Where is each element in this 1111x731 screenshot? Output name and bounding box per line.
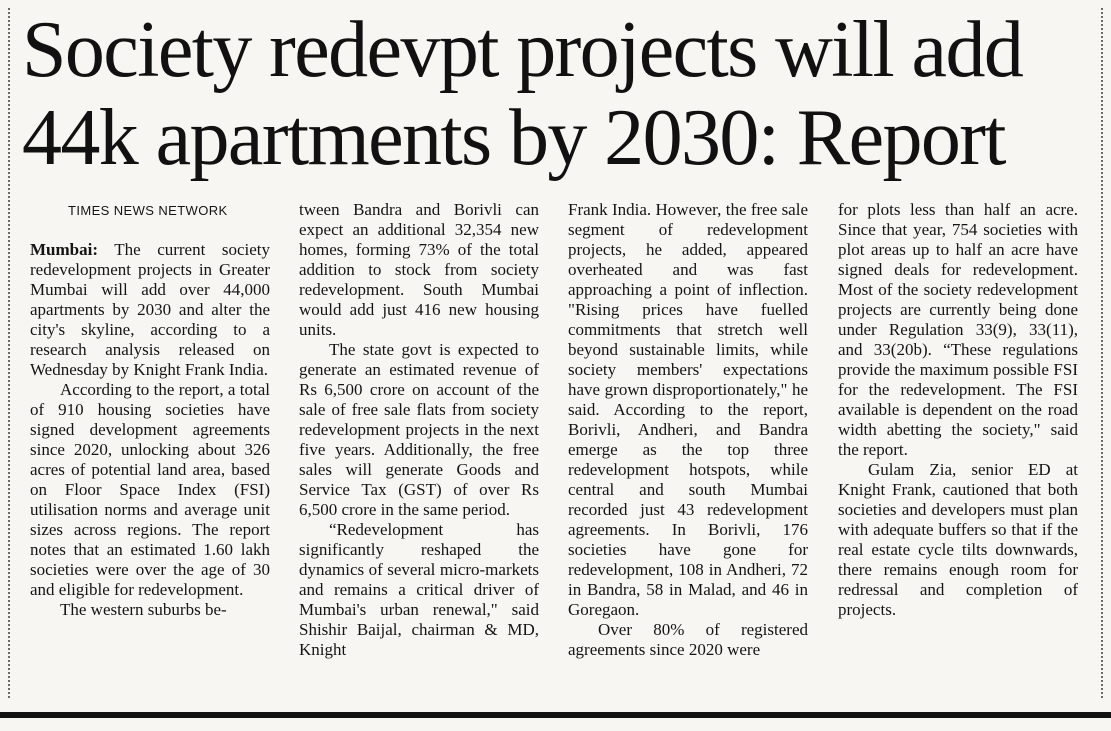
article-column-1 xyxy=(30,200,270,700)
byline: TIMES NEWS NETWORK xyxy=(68,203,228,218)
lead-text: The current society redevelopment projects in Greater Mumbai will add over 44,000 apartments by 2030 and alter the city's skyline, according to a research analysis released on Wednesday by Knight Frank India. xyxy=(30,240,270,379)
headline-line-1: Society redevpt projects will add xyxy=(22,6,1023,94)
dateline: Mumbai: xyxy=(30,240,98,259)
article-column-2 xyxy=(299,200,539,700)
paragraph: The western suburbs be- xyxy=(60,600,227,619)
left-dotted-rule xyxy=(8,8,10,698)
article-column-3 xyxy=(568,200,808,700)
paragraph: Over 80% of registered agreements since 2020 were xyxy=(568,620,808,659)
paragraph: for plots less than half an acre. Since that year, 754 societies with plot areas up to half an acre have signed deals for redevelopment. Most of the society redevelopment projects are currently being done under Regulation 33(9), 33(11), and 33(20b). “These regulations provide the maximum possible FSI for the redevelopment. The FSI available is dependent on the road width abetting the society," said the report. xyxy=(838,200,1078,459)
lead-paragraph xyxy=(30,240,270,380)
right-dotted-rule xyxy=(1101,8,1103,698)
paragraph: Frank India. However, the free sale segment of redevelopment projects, he added, appeared overheated and was fast approaching a point of inflection. "Rising prices have fuelled commitments that stretch well beyond sustainable limits, while society members' expectations have grown disproportionately," he said. According to the report, Borivli, Andheri, and Bandra emerge as the top three redevelopment hotspots, while central and south Mumbai recorded just 43 redevelopment agreements. In Borivli, 176 societies have gone for redevelopment, 108 in Andheri, 72 in Bandra, 58 in Malad, and 46 in Goregaon. xyxy=(568,200,808,619)
paragraph: According to the report, a total of 910 housing societies have signed development agreements since 2020, unlocking about 326 acres of potential land area, based on Floor Space Index (FSI) utilisation norms and average unit sizes across regions. The report notes that an estimated 1.60 lakh societies were over the age of 30 and eligible for redevelopment. xyxy=(30,380,270,599)
paragraph: tween Bandra and Borivli can expect an additional 32,354 new homes, forming 73% of the total addition to stock from society redevelopment. South Mumbai would add just 416 new housing units. xyxy=(299,200,539,339)
paragraph: “Redevelopment has significantly reshaped the dynamics of several micro-markets and remains a critical driver of Mumbai's urban renewal," said Shishir Baijal, chairman & MD, Knight xyxy=(299,520,539,659)
paragraph: The state govt is expected to generate an estimated revenue of Rs 6,500 crore on account of the sale of free sale flats from society redevelopment projects in the next five years. Additionally, the free sales will generate Goods and Service Tax (GST) of over Rs 6,500 crore in the same period. xyxy=(299,340,539,519)
paragraph: Gulam Zia, senior ED at Knight Frank, cautioned that both societies and developers must plan with adequate buffers so that if the real estate cycle tilts downwards, there remains enough room for redressal and completion of projects. xyxy=(838,460,1078,619)
article-column-4 xyxy=(838,200,1078,700)
headline-line-2: 44k apartments by 2030: Report xyxy=(22,94,1005,182)
bottom-rule xyxy=(0,712,1111,718)
headline xyxy=(22,6,1092,182)
